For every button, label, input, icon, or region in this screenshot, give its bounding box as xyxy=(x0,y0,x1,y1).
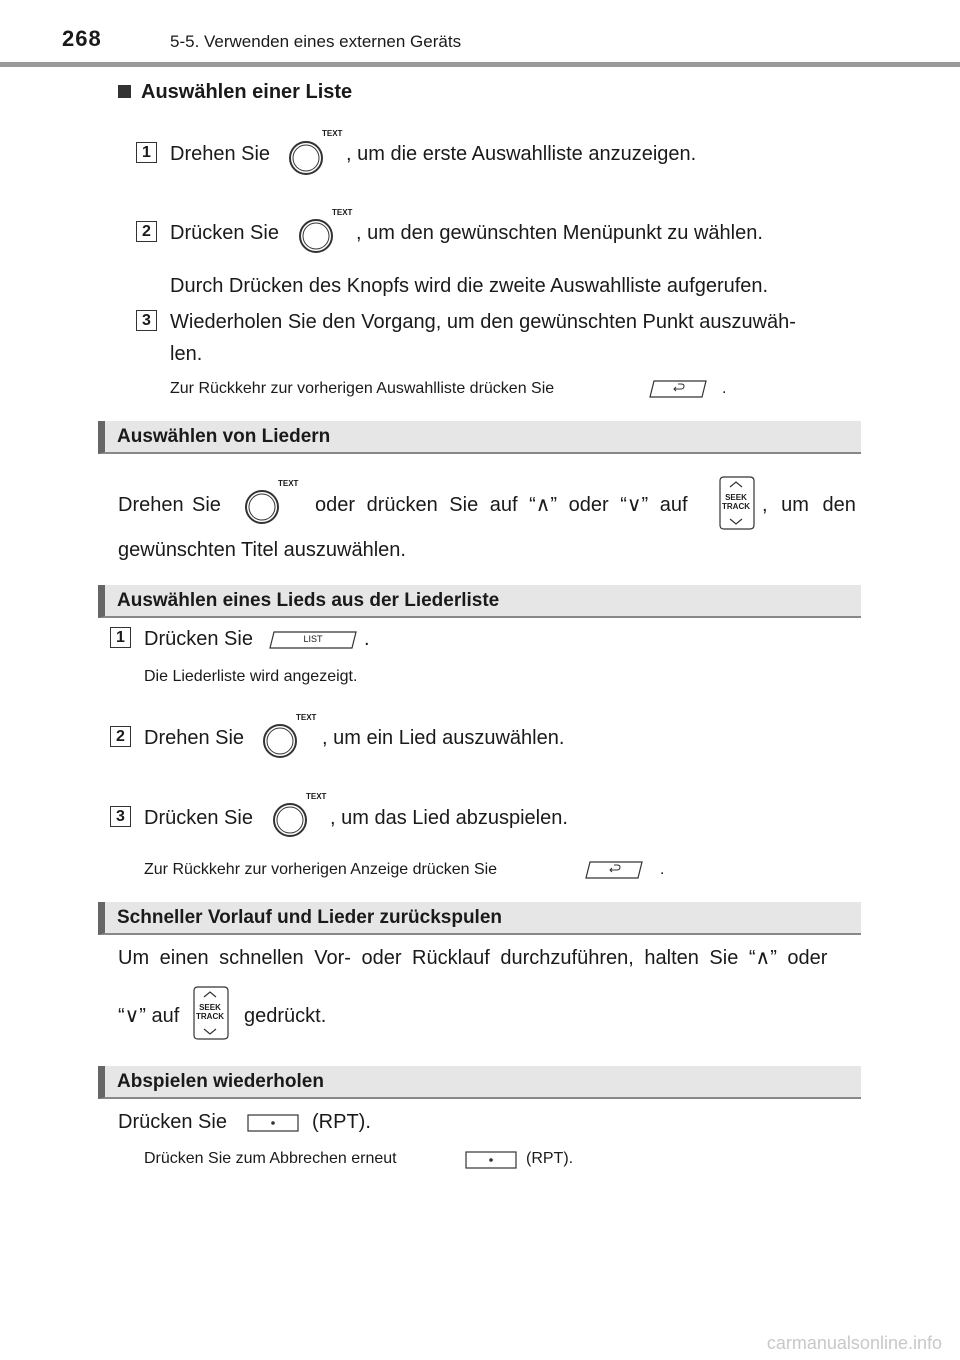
step-text-before: Drücken Sie xyxy=(144,807,253,829)
seek-label: SEEK xyxy=(725,493,747,502)
rpt-button-icon xyxy=(246,1113,300,1133)
section-repeat xyxy=(98,1066,861,1099)
square-bullet-icon xyxy=(118,85,131,98)
footer-watermark: carmanualsonline.info xyxy=(766,1333,942,1353)
dial-label: TEXT xyxy=(278,479,299,488)
step-text-line1: Wiederholen Sie den Vorgang, um den gewünschten Punkt auszuwäh- xyxy=(170,311,796,333)
para-text: oder drücken Sie auf “∧” oder “∨” auf xyxy=(315,494,688,516)
para-line2-start: “∨” auf xyxy=(118,1005,180,1027)
step-text-before: Drehen Sie xyxy=(170,143,271,165)
small-note: Zur Rückkehr zur vorherigen Anzeige drücken Sie xyxy=(144,861,498,878)
step-text-before: Drücken Sie xyxy=(144,628,253,650)
para-text-end: , um den xyxy=(762,494,856,516)
step-number: 3 xyxy=(136,310,157,331)
list-button-label: LIST xyxy=(303,634,323,644)
tune-dial-icon xyxy=(288,136,328,176)
step-number: 1 xyxy=(136,142,157,163)
para-text-before: Drücken Sie xyxy=(118,1111,227,1133)
list-select-heading-text: Auswählen einer Liste xyxy=(141,81,353,103)
para-text-after: (RPT). xyxy=(312,1111,371,1133)
tune-dial-icon xyxy=(262,719,302,759)
step-text-before: Drehen Sie xyxy=(144,727,245,749)
dial-label: TEXT xyxy=(296,713,317,722)
tune-dial-icon xyxy=(298,214,338,254)
para-line1: Um einen schnellen Vor- oder Rücklauf durchzuführen, halten Sie “∧” oder xyxy=(118,947,828,969)
section-title: Auswählen eines Lieds aus der Liederliste xyxy=(117,590,500,611)
step-text-after: , um den gewünschten Menüpunkt zu wählen. xyxy=(356,222,763,244)
small-note: Drücken Sie zum Abbrechen erneut xyxy=(144,1150,397,1167)
back-button-icon xyxy=(648,379,708,399)
small-note: Zur Rückkehr zur vorherigen Auswahlliste drücken Sie xyxy=(170,380,555,397)
step-text-line2: len. xyxy=(170,343,203,365)
track-label: TRACK xyxy=(196,1012,224,1021)
chapter-title: 5-5. Verwenden eines externen Geräts xyxy=(170,32,462,51)
seek-track-label xyxy=(716,493,756,511)
section-title: Auswählen von Liedern xyxy=(117,426,331,447)
small-note-end: (RPT). xyxy=(526,1150,574,1167)
para-word: Drehen xyxy=(118,494,184,516)
step-text-after: , um die erste Auswahlliste anzuzeigen. xyxy=(346,143,697,165)
section-title: Schneller Vorlauf und Lieder zurückspulen xyxy=(117,907,503,928)
step-text-after: , um das Lied abzuspielen. xyxy=(330,807,568,829)
para-line2: gewünschten Titel auszuwählen. xyxy=(118,539,406,561)
section-select-from-list xyxy=(98,585,861,618)
tune-dial-icon xyxy=(244,485,284,525)
step-number: 3 xyxy=(110,806,131,827)
step-text-after: . xyxy=(364,628,370,650)
seek-label: SEEK xyxy=(199,1003,221,1012)
header-divider xyxy=(0,62,960,67)
step-note: Die Liederliste wird angezeigt. xyxy=(144,668,358,685)
list-select-heading xyxy=(118,78,352,106)
step-text-before: Drücken Sie xyxy=(170,222,279,244)
step-number: 1 xyxy=(110,627,131,648)
step-number: 2 xyxy=(110,726,131,747)
small-note-end: . xyxy=(660,861,665,878)
page-number: 268 xyxy=(62,26,102,51)
dial-label: TEXT xyxy=(306,792,327,801)
dial-label: TEXT xyxy=(322,129,343,138)
small-note-end: . xyxy=(722,380,727,397)
rpt-button-icon xyxy=(464,1150,518,1170)
section-fast-forward xyxy=(98,902,861,935)
tune-dial-icon xyxy=(272,798,312,838)
step-text-after: , um ein Lied auszuwählen. xyxy=(322,727,565,749)
step-number: 2 xyxy=(136,221,157,242)
back-button-icon xyxy=(584,860,644,880)
step-note: Durch Drücken des Knopfs wird die zweite Auswahlliste aufgerufen. xyxy=(170,275,769,297)
track-label: TRACK xyxy=(722,502,750,511)
para-line2-end: gedrückt. xyxy=(244,1005,327,1027)
seek-track-label xyxy=(190,1003,230,1021)
section-title: Abspielen wiederholen xyxy=(117,1071,324,1092)
dial-label: TEXT xyxy=(332,208,353,217)
para-word: Sie xyxy=(192,494,221,516)
section-select-songs xyxy=(98,421,861,454)
